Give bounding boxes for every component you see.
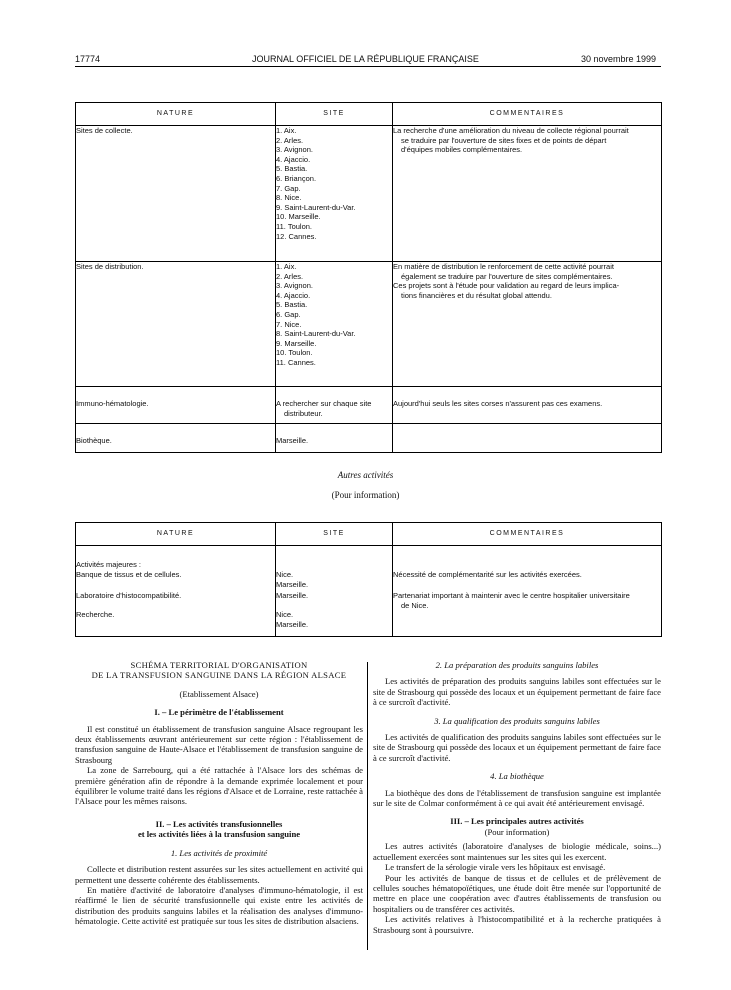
subsection-heading: 3. La qualification des produits sanguins labiles — [434, 715, 600, 726]
paragraph: En matière d'activité de laboratoire d'analyses d'immuno-hématologie, il est réaffirmé le lien de sécurité transfusionnelle qui existe entre les activités de distribution des produits sanguins labiles et la réalisation des analyses d'immuno-hématologie. Cette activité est pratiquée sur tous les sites de distribution alsaciens. — [75, 884, 363, 927]
site-item: A rechercher sur chaque site — [276, 399, 372, 408]
right-text-column — [373, 660, 661, 935]
paragraph: Pour les activités de banque de tissus et de cellules et de prélèvement de cellules souches hématopoïétiques, une étude doit être menée sur l'opportunité de mettre en place une coopération avec d'autres établissements de transfusion ou hospitaliers ou de transférer ces activités. — [373, 872, 661, 914]
comments-cell — [393, 387, 662, 424]
nature-cell: Sites de distribution. — [76, 262, 276, 387]
site-item: 10. Toulon. — [276, 348, 313, 358]
comments-cell — [393, 546, 662, 590]
nature-cell: Sites de collecte. — [76, 126, 276, 262]
site-cell — [276, 424, 393, 453]
section-subheading: (Pour information) — [484, 826, 550, 837]
table-row — [76, 424, 662, 453]
paragraph: Les activités de qualification des produits sanguins labiles sont effectuées sur le site de Strasbourg qui possède des locaux et un équipement permettant de faire face à ce surcroît d'activité. — [373, 732, 661, 763]
comment-line: Aujourd'hui seuls les sites corses n'assurent pas ces examens. — [393, 399, 603, 408]
site-item: 7. Nice. — [276, 319, 302, 329]
comments-cell — [393, 589, 662, 610]
other-activities-table — [75, 522, 662, 637]
activities-intro: Activités majeures : — [76, 560, 142, 569]
comment-line: d'équipes mobiles complémentaires. — [401, 145, 523, 155]
subsection-heading: 1. Les activités de proximité — [170, 847, 268, 858]
section-title: Autres activités — [337, 470, 394, 480]
comment-line: En matière de distribution le renforcement de cette activité pourrait — [393, 262, 614, 271]
site-item: 8. Nice. — [276, 193, 302, 203]
comment-line: également se traduire par l'ouverture de sites complémentaires. — [401, 271, 613, 281]
paragraph: Les activités de préparation des produits sanguins labiles sont effectuées sur le site de Strasbourg qui possède des locaux et un équipement permettant de faire face à ce surcroît d'activité. — [373, 676, 661, 708]
table-row — [76, 262, 662, 387]
site-cell — [276, 387, 393, 424]
site-item: 5. Bastia. — [276, 164, 308, 174]
site-item: 3. Avignon. — [276, 145, 313, 155]
site-item: 11. Toulon. — [276, 221, 313, 231]
comment-line: Partenariat important à maintenir avec le centre hospitalier universitaire — [393, 591, 630, 601]
nature-cell: Laboratoire d'histocompatibilité. — [76, 589, 276, 610]
site-item: distributeur. — [284, 408, 323, 418]
publication-date: 30 novembre 1999 — [580, 54, 656, 64]
column-divider — [367, 662, 368, 950]
sites-table — [75, 102, 662, 453]
site-item: Marseille. — [276, 591, 309, 601]
site-item: 2. Arles. — [276, 135, 304, 145]
site-item: 6. Briançon. — [276, 173, 317, 183]
page-number: 17774 — [75, 54, 101, 64]
site-item: Nice. — [276, 570, 294, 579]
site-item: Marseille. — [276, 436, 309, 445]
site-item: Marseille. — [276, 619, 309, 629]
section-heading: III. – Les principales autres activités — [450, 816, 584, 827]
comments-cell — [393, 424, 662, 453]
comment-line: Ces projets sont à l'étude pour validation au regard de leurs implica- — [393, 281, 620, 291]
site-item: 8. Saint-Laurent-du-Var. — [276, 329, 356, 339]
header-rule — [75, 66, 661, 67]
site-item: 9. Saint-Laurent-du-Var. — [276, 202, 356, 212]
table-row — [76, 546, 662, 590]
section-subtitle: (Pour information) — [331, 490, 400, 500]
site-cell — [276, 589, 393, 610]
section-heading: et les activités liées à la transfusion sanguine — [137, 829, 301, 840]
nature-cell: Immuno-hématologie. — [76, 387, 276, 424]
site-item: 9. Marseille. — [276, 338, 317, 348]
journal-title: JOURNAL OFFICIEL DE LA RÉPUBLIQUE FRANÇAISE — [252, 54, 479, 64]
paragraph: La biothèque des dons de l'établissement de transfusion sanguine est implantée sur le site de Colmar conformément à ce qui avait été antérieurement envisagé. — [373, 787, 661, 809]
table-row — [76, 589, 662, 610]
column-header-site: SITE — [276, 103, 393, 126]
comment-line: La recherche d'une amélioration du niveau de collecte régional pourrait — [393, 126, 629, 135]
table-row — [76, 610, 662, 636]
subsection-heading: 4. La biothèque — [490, 771, 544, 782]
paragraph: Il est constitué un établissement de transfusion sanguine Alsace regroupant les deux établissements œuvrant antérieurement sur cette région : l'établissement de transfusion sanguine de Haute-Alsace et l'établissement de transfusion sanguine de Strasbourg — [75, 723, 363, 765]
site-item: Nice. — [276, 610, 294, 620]
site-cell — [276, 262, 393, 387]
schema-title-line1: SCHÉMA TERRITORIAL D'ORGANISATION — [130, 660, 308, 670]
paragraph: Collecte et distribution restent assurées sur les sites actuellement en activité qui permettent une desserte cohérente des établissements. — [75, 864, 363, 885]
table-row — [76, 126, 662, 262]
comment-line: de Nice. — [401, 600, 429, 610]
site-item: 2. Arles. — [276, 271, 304, 281]
site-item: 11. Cannes. — [276, 357, 316, 367]
site-item: 10. Marseille. — [276, 212, 321, 222]
column-header-nature: NATURE — [76, 103, 276, 126]
comments-cell — [393, 610, 662, 636]
nature-cell: Biothèque. — [76, 424, 276, 453]
left-text-column — [75, 660, 363, 927]
column-header-comments: COMMENTAIRES — [393, 103, 662, 126]
schema-title-line2: DE LA TRANSFUSION SANGUINE DANS LA RÉGION ALSACE — [91, 670, 347, 681]
paragraph: Les activités relatives à l'histocompatibilité et à la recherche pratiquées à Strasbourg sont à poursuivre. — [373, 914, 661, 935]
subsection-heading: 2. La préparation des produits sanguins labiles — [435, 660, 599, 670]
site-cell — [276, 610, 393, 636]
other-activities-table-header — [76, 523, 662, 546]
paragraph: Le transfert de la sérologie virale vers les hôpitaux est envisagé. — [385, 862, 606, 873]
establishment-name: (Etablissement Alsace) — [179, 688, 259, 699]
column-header-site: SITE — [276, 523, 393, 546]
nature-label: Banque de tissus et de cellules. — [76, 569, 182, 579]
comment-line: Nécessité de complémentarité sur les activités exercées. — [393, 570, 582, 579]
paragraph: La zone de Sarrebourg, qui a été rattachée à l'Alsace lors des schémas de première génération afin de répondre à la demande exprimée localement et pour équilibrer le volume traité dans les régions d'Alsace et de Lorraine, reste rattachée à l'Alsace pour les mêmes raisons. — [75, 765, 363, 807]
column-header-nature: NATURE — [76, 523, 276, 546]
nature-cell — [76, 546, 276, 590]
site-item: 7. Gap. — [276, 183, 301, 193]
site-item: 3. Avignon. — [276, 281, 313, 291]
table-row — [76, 387, 662, 424]
section-heading: I. – Le périmètre de l'établissement — [154, 707, 284, 718]
column-header-comments: COMMENTAIRES — [393, 523, 662, 546]
comments-cell — [393, 262, 662, 387]
site-item: 1. Aix. — [276, 262, 297, 271]
site-item: 5. Bastia. — [276, 300, 308, 310]
site-cell — [276, 126, 393, 262]
nature-cell: Recherche. — [76, 610, 276, 636]
site-item: 4. Ajaccio. — [276, 154, 311, 164]
comments-cell — [393, 126, 662, 262]
site-item: 12. Cannes. — [276, 231, 317, 241]
sites-table-header — [76, 103, 662, 126]
site-item: Marseille. — [276, 579, 309, 589]
site-item: 6. Gap. — [276, 309, 301, 319]
section-heading: II. – Les activités transfusionnelles — [155, 818, 283, 829]
comment-line: tions financières et du résultat global attendu. — [401, 290, 552, 300]
site-cell — [276, 546, 393, 590]
comment-line: se traduire par l'ouverture de sites fixes et de points de départ — [401, 135, 607, 145]
site-item: 4. Ajaccio. — [276, 290, 311, 300]
paragraph: Les autres activités (laboratoire d'analyses de biologie médicale, soins...) actuellement exercées sont maintenues sur les sites qui les exercent. — [373, 841, 661, 862]
site-item: 1. Aix. — [276, 126, 297, 135]
